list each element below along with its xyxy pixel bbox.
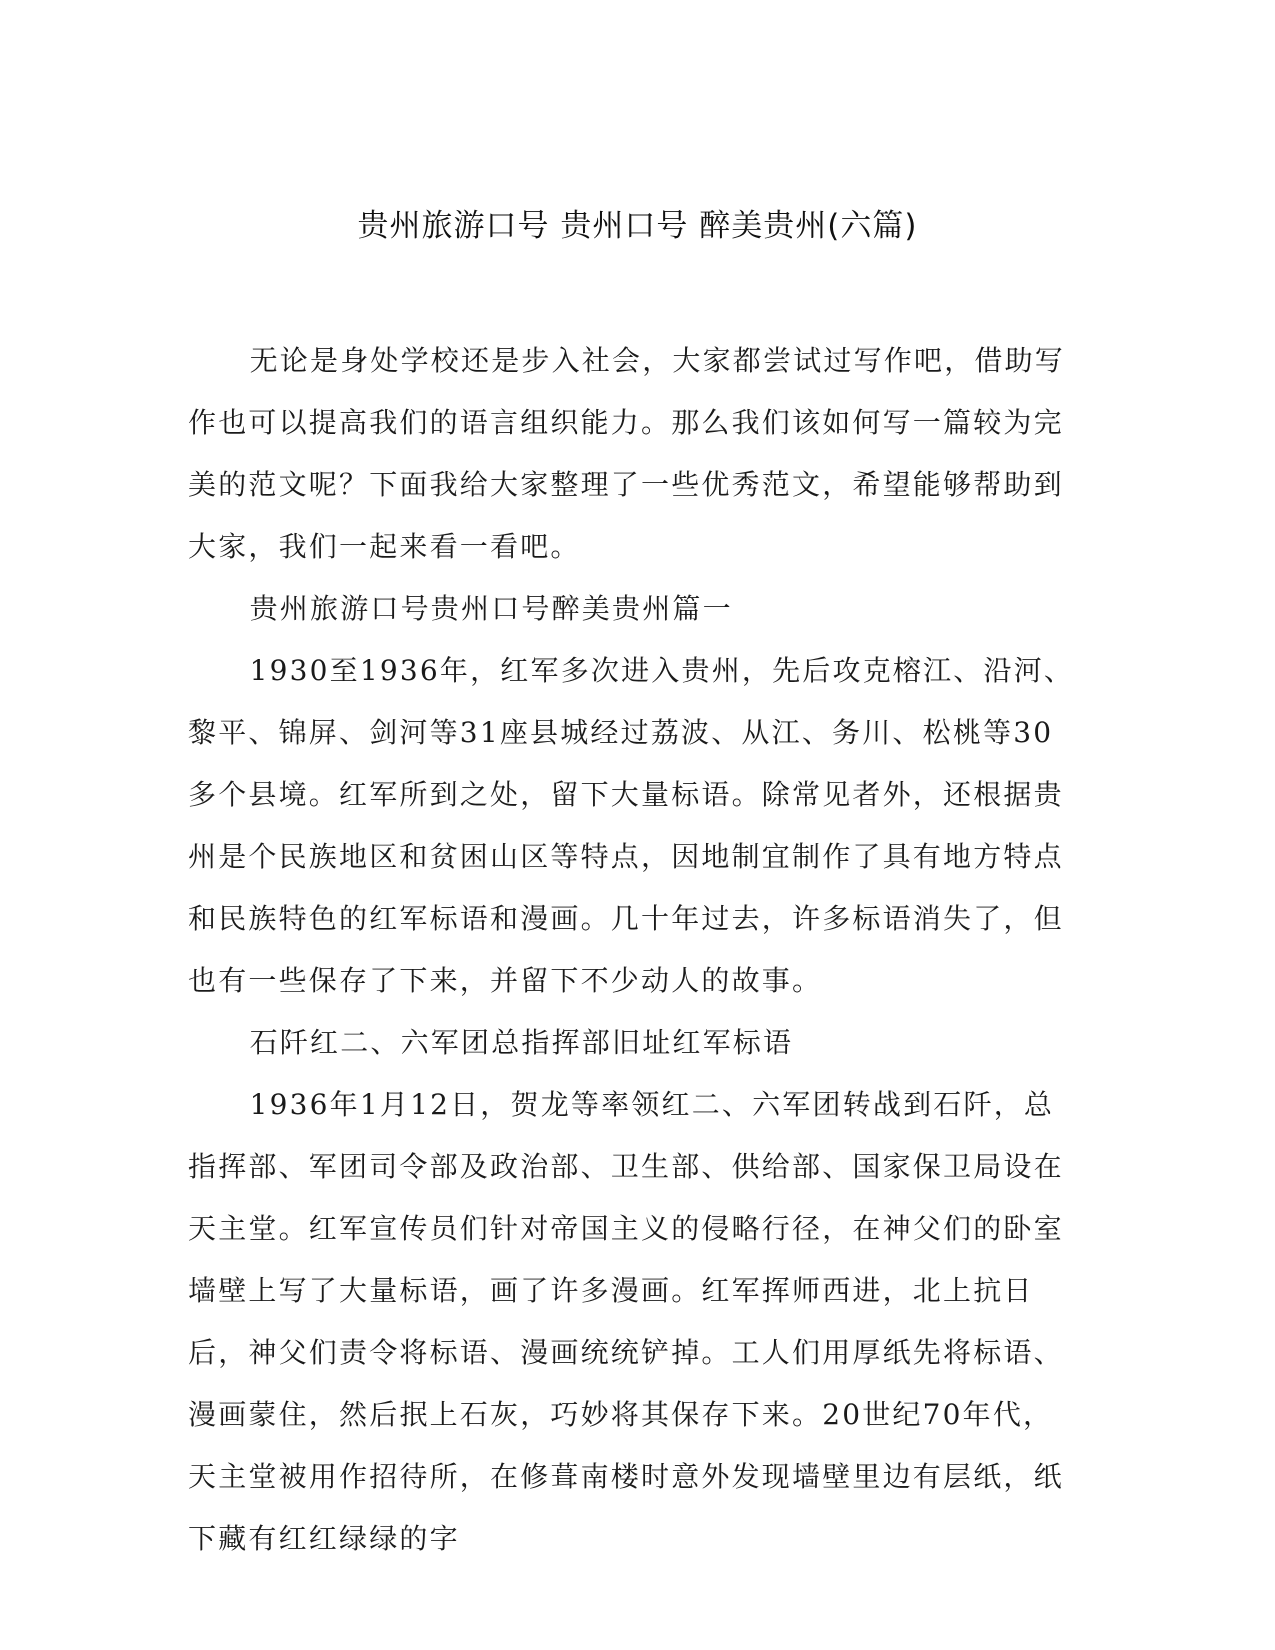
document-body: [188, 330, 1078, 1570]
section-heading-2: 石阡红二、六军团总指挥部旧址红军标语: [249, 1026, 794, 1059]
section-heading-1: 贵州旅游口号贵州口号醉美贵州篇一: [249, 592, 733, 625]
history-paragraph: 1930至1936年，红军多次进入贵州，先后攻克榕江、沿河、黎平、锦屏、剑河等31座县城经过荔波、从江、务川、松桃等30多个县境。红军所到之处，留下大量标语。除常见者外，还根据贵州是个民族地区和贫困山区等特点，因地制宜制作了具有地方特点和民族特色的红军标语和漫画。几十年过去，许多标语消失了，但也有一些保存了下来，并留下不少动人的故事。: [188, 654, 1075, 997]
document-title: 贵州旅游口号 贵州口号 醉美贵州(六篇): [357, 208, 918, 244]
shiqian-paragraph: 1936年1月12日，贺龙等率领红二、六军团转战到石阡，总指挥部、军团司令部及政治部、卫生部、供给部、国家保卫局设在天主堂。红军宣传员们针对帝国主义的侵略行径，在神父们的卧室墙壁上写了大量标语，画了许多漫画。红军挥师西进，北上抗日后，神父们责令将标语、漫画统统铲掉。工人们用厚纸先将标语、漫画蒙住，然后抿上石灰，巧妙将其保存下来。20世纪70年代，天主堂被用作招待所，在修葺南楼时意外发现墙壁里边有层纸，纸下藏有红红绿绿的字: [188, 1088, 1064, 1555]
intro-paragraph: 无论是身处学校还是步入社会，大家都尝试过写作吧，借助写作也可以提高我们的语言组织能力。那么我们该如何写一篇较为完美的范文呢？下面我给大家整理了一些优秀范文，希望能够帮助到大家，我们一起来看一看吧。: [188, 344, 1065, 563]
